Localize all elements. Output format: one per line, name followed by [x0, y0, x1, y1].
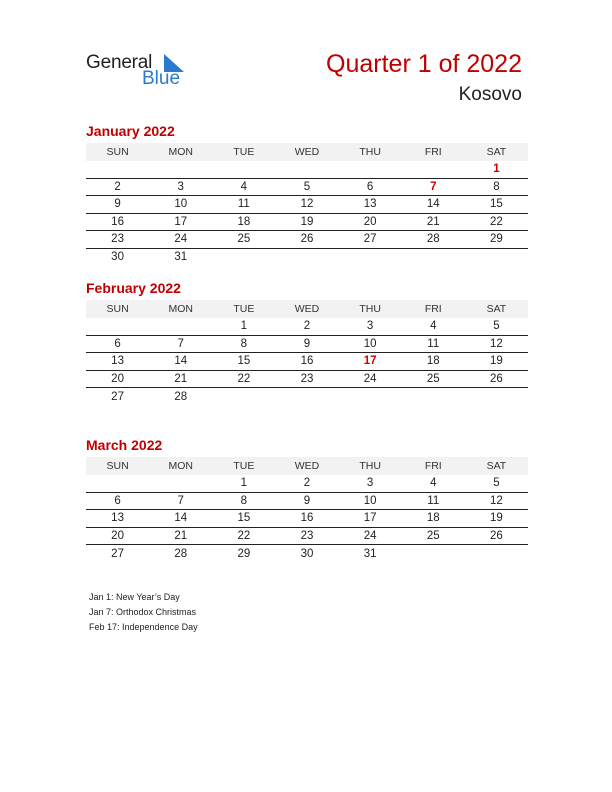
day-cell: 14 [174, 355, 188, 368]
day-cell: 21 [174, 529, 188, 542]
day-cell: 21 [174, 372, 188, 385]
month-title: March 2022 [86, 437, 163, 453]
weekday-label: MON [168, 303, 193, 315]
day-cell: 9 [303, 337, 311, 350]
week-row [86, 388, 528, 406]
day-cell: 11 [237, 198, 250, 211]
day-cell: 4 [240, 180, 248, 193]
week-row [86, 336, 528, 354]
weekday-label: SUN [106, 146, 129, 158]
day-cell: 10 [174, 198, 188, 211]
day-cell: 13 [111, 355, 124, 368]
day-cell: 15 [237, 355, 251, 368]
month-title: January 2022 [86, 123, 175, 139]
day-cell: 18 [237, 215, 251, 228]
day-cell: 4 [430, 477, 437, 490]
day-cell: 2 [303, 477, 311, 490]
day-cell: 14 [426, 198, 440, 211]
day-cell: 31 [363, 547, 377, 560]
day-cell: 8 [240, 494, 248, 507]
day-cell: 5 [493, 320, 500, 333]
weekday-label: TUE [233, 460, 255, 472]
brand-logo [86, 52, 186, 92]
week-row [86, 371, 528, 389]
day-cell: 6 [114, 337, 121, 350]
month-march [86, 436, 528, 563]
day-cell: 28 [426, 233, 440, 246]
day-cell: 12 [490, 337, 503, 350]
day-cell: 24 [363, 529, 377, 542]
day-cell: 15 [490, 198, 503, 211]
day-cell: 17 [174, 215, 188, 228]
weekday-header [86, 457, 528, 475]
day-cell: 22 [237, 529, 251, 542]
day-cell: 7 [177, 337, 184, 350]
week-row [86, 214, 528, 232]
weekday-label: THU [359, 460, 381, 472]
day-cell: 26 [490, 372, 503, 385]
day-cell: 22 [490, 215, 503, 228]
weekday-label: SUN [106, 460, 129, 472]
day-cell: 11 [427, 494, 440, 507]
day-cell: 15 [237, 512, 251, 525]
day-cell: 10 [363, 494, 377, 507]
month-february [86, 279, 528, 406]
week-row [86, 249, 528, 267]
weekday-label: WED [294, 460, 320, 472]
day-cell: 29 [490, 233, 503, 246]
day-cell: 26 [300, 233, 314, 246]
weekday-header [86, 143, 528, 161]
day-cell: 27 [111, 547, 124, 560]
day-cell: 14 [174, 512, 188, 525]
day-cell: 17 [363, 355, 377, 368]
day-cell: 18 [426, 512, 440, 525]
holiday-note: Jan 1: New Year’s Day [89, 592, 180, 602]
day-cell: 3 [366, 477, 374, 490]
weekday-label: SAT [486, 146, 507, 158]
weekday-label: FRI [424, 303, 442, 315]
day-cell: 6 [366, 180, 374, 193]
day-cell: 1 [240, 477, 248, 490]
day-cell: 5 [493, 477, 500, 490]
week-row [86, 161, 528, 179]
day-cell: 28 [174, 547, 188, 560]
week-row [86, 179, 528, 197]
weekday-label: TUE [233, 303, 255, 315]
month-january [86, 122, 528, 266]
day-cell: 17 [363, 512, 377, 525]
day-cell: 12 [300, 198, 314, 211]
month-title: February 2022 [86, 280, 181, 296]
day-cell: 3 [177, 180, 184, 193]
day-cell: 16 [300, 512, 314, 525]
day-cell: 10 [363, 337, 377, 350]
weekday-label: WED [294, 146, 320, 158]
week-row [86, 493, 528, 511]
weekday-label: SAT [486, 303, 507, 315]
day-cell: 26 [490, 529, 503, 542]
day-cell: 19 [490, 512, 503, 525]
day-cell: 29 [237, 547, 251, 560]
day-cell: 19 [300, 215, 314, 228]
day-cell: 27 [111, 390, 124, 403]
day-cell: 18 [426, 355, 440, 368]
day-cell: 2 [114, 180, 121, 193]
day-cell: 21 [426, 215, 440, 228]
day-cell: 3 [366, 320, 374, 333]
day-cell: 30 [300, 547, 314, 560]
day-cell: 22 [237, 372, 251, 385]
holiday-note: Feb 17: Independence Day [89, 622, 198, 632]
day-cell: 31 [174, 251, 188, 264]
weekday-label: THU [359, 303, 381, 315]
week-row [86, 510, 528, 528]
weekday-label: WED [294, 303, 320, 315]
weekday-label: MON [168, 146, 193, 158]
brand-general: General [86, 52, 153, 73]
day-cell: 13 [111, 512, 124, 525]
day-cell: 11 [427, 337, 440, 350]
day-cell: 20 [363, 215, 377, 228]
day-cell: 16 [111, 215, 124, 228]
day-cell: 23 [111, 233, 124, 246]
day-cell: 27 [363, 233, 377, 246]
holiday-notes [89, 590, 198, 635]
day-cell: 25 [426, 372, 440, 385]
day-cell: 5 [303, 180, 311, 193]
day-cell: 23 [300, 372, 314, 385]
day-cell: 4 [430, 320, 437, 333]
day-cell: 1 [493, 163, 500, 176]
day-cell: 16 [300, 355, 314, 368]
page-title: Quarter 1 of 2022 [326, 50, 522, 78]
day-cell: 1 [240, 320, 248, 333]
day-cell: 9 [303, 494, 311, 507]
weekday-label: SUN [106, 303, 129, 315]
country-name: Kosovo [458, 84, 522, 105]
day-cell: 8 [240, 337, 248, 350]
day-cell: 2 [303, 320, 311, 333]
day-cell: 20 [111, 529, 124, 542]
day-cell: 23 [300, 529, 314, 542]
weekday-label: MON [168, 460, 193, 472]
weekday-label: THU [359, 146, 381, 158]
day-cell: 12 [490, 494, 503, 507]
weekday-label: FRI [424, 146, 442, 158]
day-cell: 7 [430, 180, 437, 193]
holiday-note: Jan 7: Orthodox Christmas [89, 607, 197, 617]
day-cell: 19 [490, 355, 503, 368]
weekday-header [86, 300, 528, 318]
day-cell: 25 [426, 529, 440, 542]
weekday-label: FRI [424, 460, 442, 472]
week-row [86, 528, 528, 546]
brand-blue: Blue [142, 68, 181, 89]
week-row [86, 318, 528, 336]
week-row [86, 353, 528, 371]
week-row [86, 231, 528, 249]
day-cell: 24 [363, 372, 377, 385]
day-cell: 9 [114, 198, 121, 211]
day-cell: 28 [174, 390, 188, 403]
day-cell: 6 [114, 494, 121, 507]
week-row [86, 545, 528, 563]
day-cell: 24 [174, 233, 188, 246]
weekday-label: TUE [233, 146, 255, 158]
week-row [86, 475, 528, 493]
day-cell: 20 [111, 372, 124, 385]
day-cell: 30 [111, 251, 124, 264]
day-cell: 8 [493, 180, 500, 193]
day-cell: 13 [363, 198, 377, 211]
weekday-label: SAT [486, 460, 507, 472]
day-cell: 7 [177, 494, 184, 507]
week-row [86, 196, 528, 214]
day-cell: 25 [237, 233, 251, 246]
